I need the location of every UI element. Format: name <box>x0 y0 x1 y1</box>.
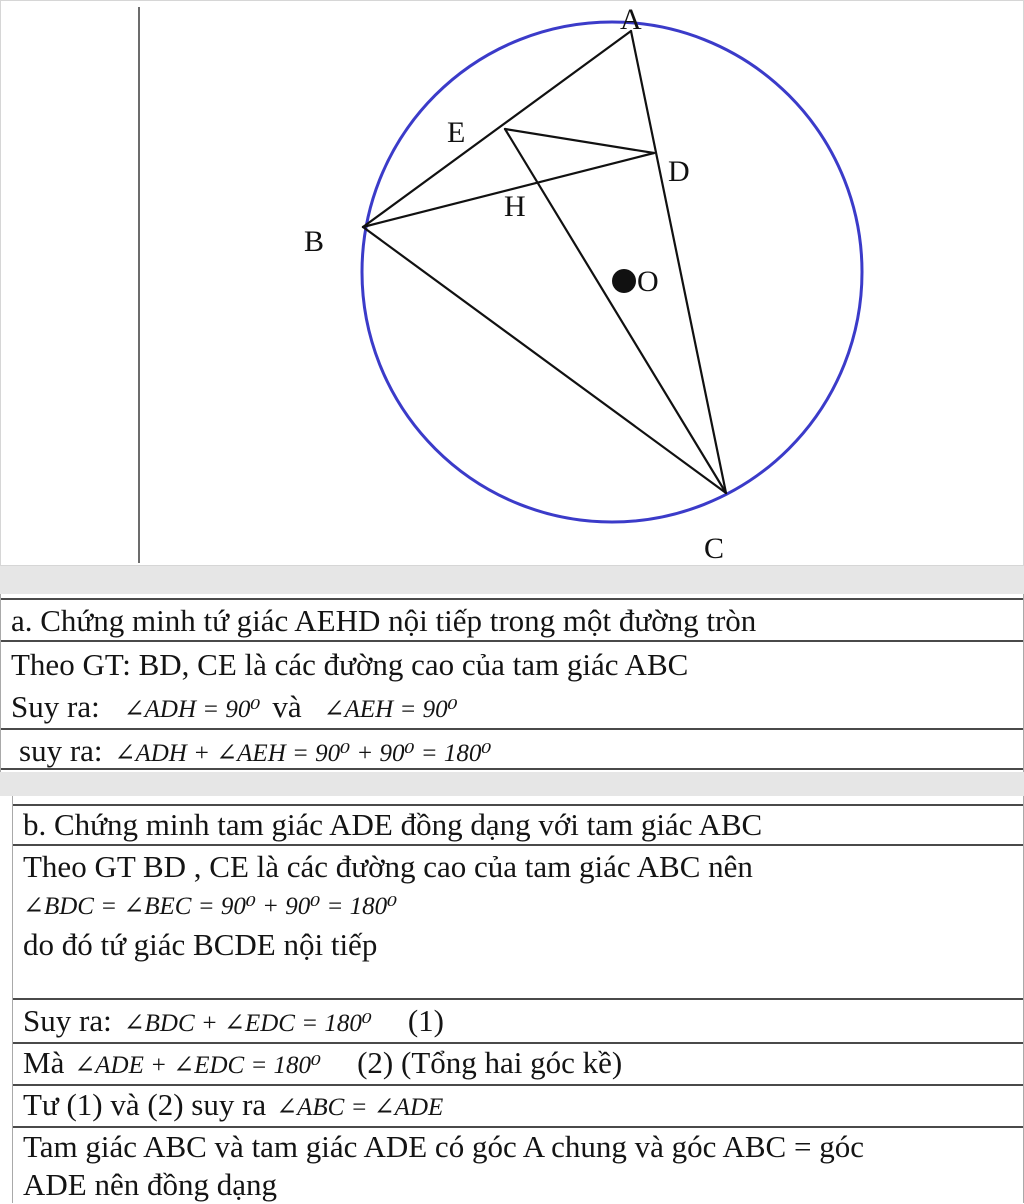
angle-ade-edc-equation: ∠ADE + ∠EDC = 180⁰ <box>74 1052 322 1079</box>
label-h: H <box>504 190 526 223</box>
part-b-step3-row <box>13 1084 1023 1126</box>
part-a-line3: suy ra: ∠ADH + ∠AEH = 90⁰ + 90⁰ = 180⁰ <box>19 733 492 768</box>
part-b-step1-row <box>13 998 1023 1042</box>
geometry-figure <box>1 1 1024 567</box>
part-a-heading-row <box>1 598 1023 640</box>
label-d: D <box>668 155 690 188</box>
separator-band <box>0 772 1024 796</box>
label-e: E <box>447 116 466 149</box>
part-a-reason-row <box>1 640 1023 728</box>
angle-adh-equation: ∠ADH = 90⁰ <box>123 696 261 723</box>
part-b-line7: Tam giác ABC và tam giác ADE có góc A chung và góc ABC = góc <box>23 1129 864 1164</box>
part-a-heading: a. Chứng minh tứ giác AEHD nội tiếp trong một đường tròn <box>11 603 757 638</box>
figure-panel <box>0 0 1024 566</box>
segment-ed <box>505 129 654 153</box>
segment-ab <box>363 31 631 227</box>
separator-band <box>0 566 1024 594</box>
part-b-table <box>12 796 1024 1203</box>
label-o: O <box>637 265 659 298</box>
angle-abc-ade-equation: ∠ABC = ∠ADE <box>276 1094 444 1121</box>
part-a-table <box>0 594 1024 772</box>
part-b-line1: Theo GT BD , CE là các đường cao của tam giác ABC nên <box>23 849 753 884</box>
label-b: B <box>304 225 325 258</box>
center-dot-o <box>612 269 636 293</box>
angle-bdc-edc-equation: ∠BDC + ∠EDC = 180⁰ <box>123 1010 372 1037</box>
part-b-line5: Mà ∠ADE + ∠EDC = 180⁰ (2) (Tổng hai góc kề) <box>23 1045 623 1080</box>
angle-sum-equation: ∠ADH + ∠AEH = 90⁰ + 90⁰ = 180⁰ <box>114 740 492 767</box>
angle-aeh-equation: ∠AEH = 90⁰ <box>323 696 458 723</box>
part-b-line3: do đó tứ giác BCDE nội tiếp <box>23 927 378 962</box>
part-b-line6: Tư (1) và (2) suy ra ∠ABC = ∠ADE <box>23 1087 444 1122</box>
part-b-conclusion-row <box>13 1126 1023 1203</box>
segment-ac <box>631 31 726 493</box>
part-b-heading: b. Chứng minh tam giác ADE đồng dạng với tam giác ABC <box>23 807 763 842</box>
part-b-line4: Suy ra: ∠BDC + ∠EDC = 180⁰ (1) <box>23 1003 445 1038</box>
part-a-line1: Theo GT: BD, CE là các đường cao của tam giác ABC <box>11 647 689 682</box>
label-c: C <box>704 532 725 565</box>
part-a-conclusion-row <box>1 728 1023 770</box>
part-b-line8: ADE nên đồng dạng <box>23 1167 277 1202</box>
segment-ce <box>505 129 726 493</box>
part-b-step2-row <box>13 1042 1023 1084</box>
angle-bdc-bec-equation: ∠BDC = ∠BEC = 90⁰ + 90⁰ = 180⁰ <box>23 893 398 920</box>
part-b-reason-row <box>13 844 1023 998</box>
part-a-line2: Suy ra: ∠ADH = 90⁰ và ∠AEH = 90⁰ <box>11 689 458 724</box>
part-b-heading-row <box>13 804 1023 844</box>
label-a: A <box>620 3 642 36</box>
segment-bc <box>363 227 726 493</box>
circumcircle-o <box>362 22 862 522</box>
